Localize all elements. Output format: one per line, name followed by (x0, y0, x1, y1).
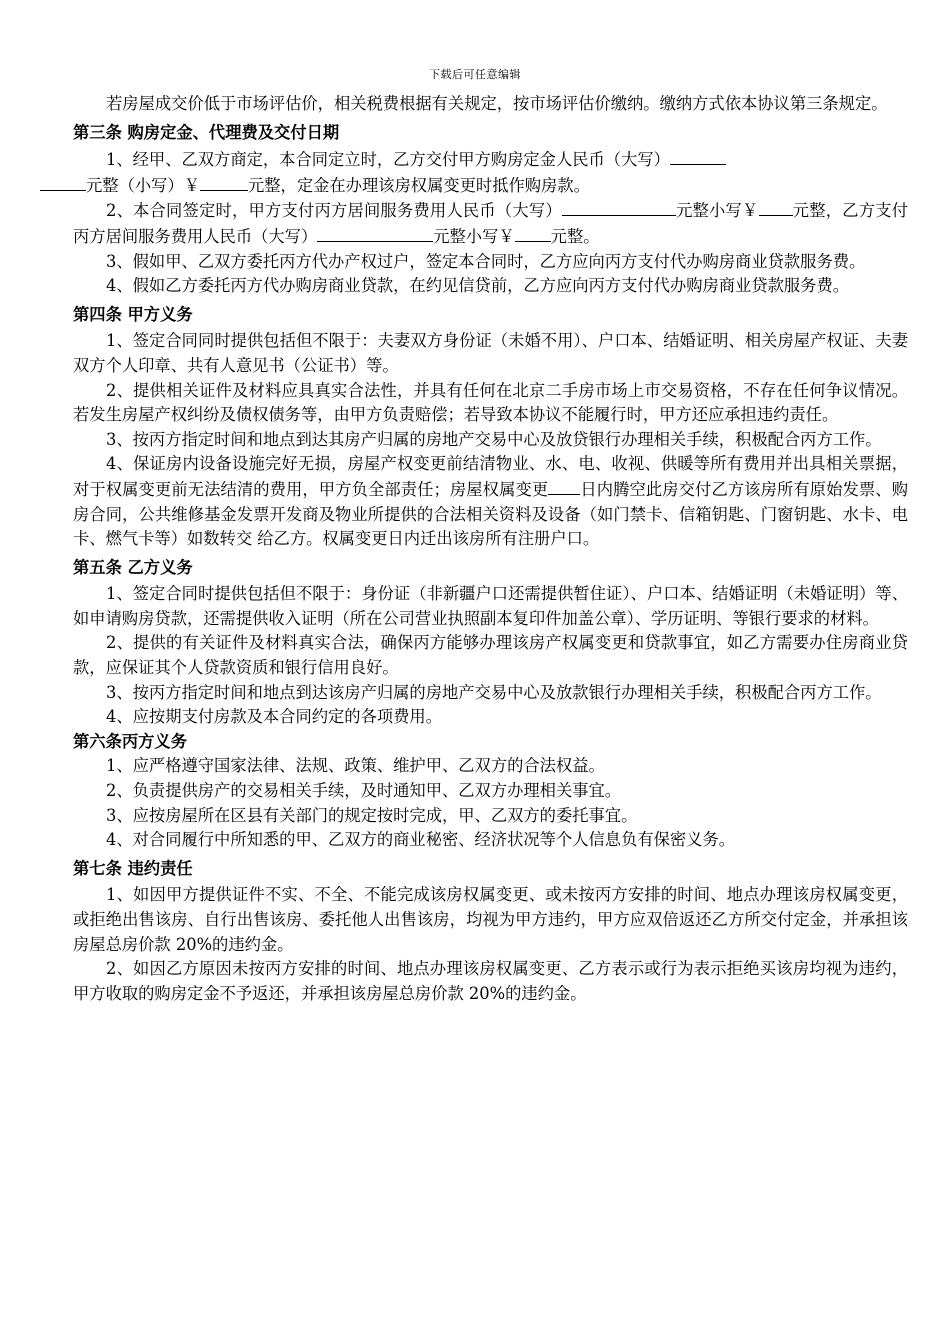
article-3-item-4: 4、假如乙方委托丙方代办购房商业贷款，在约见信贷前，乙方应向丙方支付代办购房商业贷款服务费。 (106, 276, 850, 296)
article-6-title: 第六条丙方义务 (73, 731, 187, 751)
text-run: 1、经甲、乙双方商定，本合同定立时，乙方交付甲方购房定金人民币（大写） (106, 150, 670, 170)
article-3-title: 第三条 购房定金、代理费及交付日期 (73, 122, 340, 142)
article-4-item-3: 3、按丙方指定时间和地点到达其房产归属的房地产交易中心及放贷银行办理相关手续，积极配合丙方工作。 (106, 429, 882, 449)
article-4-item-2: 2、提供相关证件及材料应具真实合法性，并具有任何在北京二手房市场上市交易资格，不存在任何争议情况。若发生房屋产权纠纷及债权债务等，由甲方负责赔偿；若导致本协议不能履行时，甲方还应承担违约责任。 (73, 380, 908, 425)
blank-field (670, 147, 726, 165)
text-run: 元整，乙方支付丙方居间服务费用人民币（大写） (73, 201, 908, 246)
article-5-item-1: 1、签定合同时提供包括但不限于：身份证（非新疆户口还需提供暂住证）、户口本、结婚证明（未婚证明）等、如申请购房贷款，还需提供收入证明（所在公司营业执照副本复印件加盖公章）、学历证明、等银行要求的材料。 (73, 584, 908, 628)
blank-field (548, 477, 580, 495)
blank-field (515, 224, 551, 242)
text-run: 2、本合同签定时，甲方支付丙方居间服务费用人民币（大写） (106, 201, 562, 221)
article-3-item-1 (73, 147, 908, 198)
article-7-item-2: 2、如因乙方原因未按丙方安排的时间、地点办理该房权属变更、乙方表示或行为表示拒绝买该房均视为违约，甲方收取的购房定金不予返还，并承担该房屋总房价款 20%的违约金。 (73, 959, 908, 1003)
text-run: 元整小写￥ (433, 226, 515, 246)
blank-field (562, 198, 676, 216)
article-7-title: 第七条 违约责任 (73, 858, 193, 878)
article-6-item-2: 2、负责提供房产的交易相关手续，及时通知甲、乙双方办理相关事宜。 (106, 781, 622, 801)
article-4-item-1: 1、签定合同同时提供包括但不限于：夫妻双方身份证（未婚不用）、户口本、结婚证明、相关房屋产权证、夫妻双方个人印章、共有人意见书（公证书）等。 (73, 331, 908, 375)
paragraph-intro: 若房屋成交价低于市场评估价，相关税费根据有关规定，按市场评估价缴纳。缴纳方式依本协议第三条规定。 (106, 94, 888, 113)
text-run: 元整。 (550, 226, 600, 246)
article-3-item-3: 3、假如甲、乙双方委托丙方代办产权过户，签定本合同时，乙方应向丙方支付代办购房商业贷款服务费。 (106, 251, 866, 271)
article-5-title: 第五条 乙方义务 (73, 557, 193, 577)
article-5-item-3: 3、按丙方指定时间和地点到达该房产归属的房地产交易中心及放款银行办理相关手续，积极配合丙方工作。 (106, 682, 882, 702)
document-body (73, 92, 908, 1006)
article-4-item-4 (73, 452, 908, 551)
text-run: 元整，定金在办理该房权属变更时抵作购房款。 (247, 175, 590, 195)
blank-field (317, 224, 433, 242)
article-4-title: 第四条 甲方义务 (73, 304, 193, 324)
article-5-item-2: 2、提供的有关证件及材料真实合法，确保丙方能够办理该房产权属变更和贷款事宜，如乙方需要办住房商业贷款，应保证其个人贷款资质和银行信用良好。 (73, 633, 908, 678)
article-6-item-3: 3、应按房屋所在区县有关部门的规定按时完成，甲、乙双方的委托事宜。 (106, 805, 638, 825)
article-3-item-2 (73, 198, 908, 249)
page-header: 下载后可任意编辑 (429, 68, 521, 81)
blank-field (200, 173, 248, 191)
text-run: 4、保证房内设备设施完好无损，房屋产权变更前结清物业、水、电、收视、供暖等所有费用并出具相关票据，对于权属变更前无法结清的费用，甲方负全部责任；房屋权属变更 (73, 454, 908, 499)
article-7-item-1: 1、如因甲方提供证件不实、不全、不能完成该房权属变更、或未按丙方安排的时间、地点办理该房权属变更，或拒绝出售该房、自行出售该房、委托他人出售该房，均视为甲方违约，甲方应双倍返还乙方所交付定金，并承担该房屋总房价款 20%的违约金。 (73, 885, 908, 954)
article-6-item-1: 1、应严格遵守国家法律、法规、政策、维护甲、乙双方的合法权益。 (106, 756, 605, 776)
text-run: 元整（小写）￥ (86, 175, 200, 195)
text-run: 日内腾空此房交付乙方该房所有原始发票、购房合同，公共维修基金发票开发商及物业所提供的合法相关资料及设备（如门禁卡、信箱钥匙、门窗钥匙、水卡、电卡、燃气卡等）如数转交 给乙方。权属变更日内迁出该房所有注册户口。 (73, 479, 908, 549)
article-5-item-4: 4、应按期支付房款及本合同约定的各项费用。 (106, 707, 442, 727)
article-6-item-4: 4、对合同履行中所知悉的甲、乙双方的商业秘密、经济状况等个人信息负有保密义务。 (106, 830, 736, 850)
text-run: 元整小写￥ (675, 201, 759, 221)
blank-field (40, 173, 86, 191)
blank-field (759, 198, 793, 216)
